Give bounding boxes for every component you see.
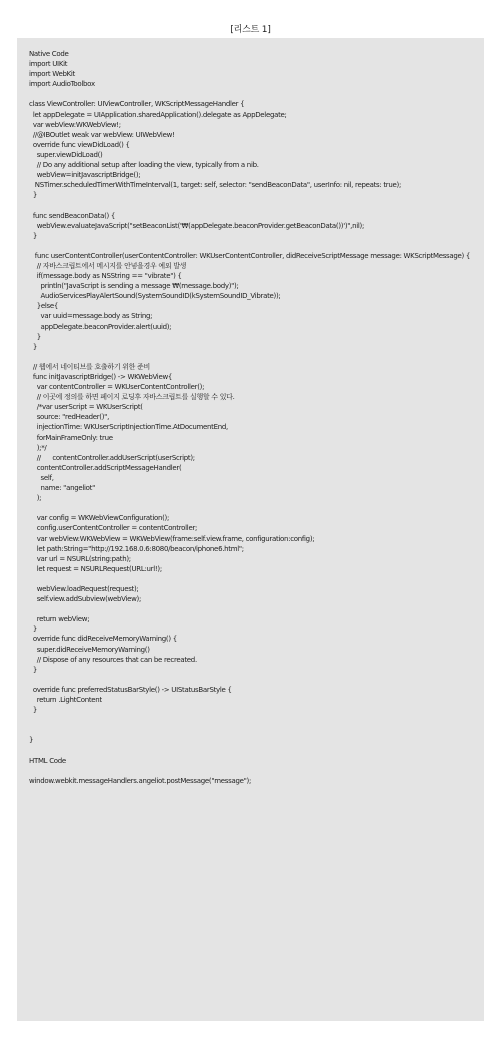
code-line: // 이곳에 정의를 하면 페이지 로딩후 자바스크립트를 실행할 수 있다. xyxy=(29,393,235,402)
code-line: webView=initJavascriptBridge(); xyxy=(29,171,141,180)
code-line: let request = NSURLRequest(URL:url!); xyxy=(29,564,162,573)
code-line: func userContentController(userContentController: WKUserContentController, didReceiveScriptMessage message: WKScriptMessage) { xyxy=(29,251,471,260)
code-line: import WebKit xyxy=(29,70,75,79)
code-panel xyxy=(17,38,484,1021)
code-line: webView.evaluateJavaScript("setBeaconList('₩(appDelegate.beaconProvider.getBeaconData())')",nil); xyxy=(29,221,365,230)
code-line: );*/ xyxy=(29,443,47,452)
code-line: self, xyxy=(29,473,54,482)
code-line: var webView:WKWebView!; xyxy=(29,120,121,129)
code-line xyxy=(29,352,472,362)
code-line: } xyxy=(29,625,38,634)
code-line: var uuid=message.body as String; xyxy=(29,312,153,321)
code-line xyxy=(29,766,472,776)
code-line: return .LightContent xyxy=(29,696,102,704)
code-line xyxy=(29,503,472,513)
code-line: if(message.body as NSString == "vibrate") { xyxy=(29,272,182,281)
code-line: webView.loadRequest(request); xyxy=(29,584,139,593)
code-line: contentController.addScriptMessageHandler( xyxy=(29,463,182,472)
code-line: return webView; xyxy=(29,615,90,624)
code-line xyxy=(29,675,472,685)
code-line: } xyxy=(29,332,41,341)
code-line xyxy=(29,745,472,755)
code-line: HTML Code xyxy=(29,756,66,765)
code-line: println("JavaScript is sending a message ₩(message.body)"); xyxy=(29,282,239,291)
code-line: // Do any additional setup after loading the view, typically from a nib. xyxy=(29,161,259,170)
code-line: } xyxy=(29,665,38,674)
code-line: }else{ xyxy=(29,302,59,311)
code-line: name: "angeliot" xyxy=(29,484,96,493)
listing-title: [리스트 1] xyxy=(230,25,271,35)
code-line: self.view.addSubview(webView); xyxy=(29,595,142,604)
code-line: /*var userScript = WKUserScript( xyxy=(29,403,143,412)
code-line: // contentController.addUserScript(userScript); xyxy=(29,453,195,462)
code-line: var contentController = WKUserContentController(); xyxy=(29,383,205,392)
code-line: override func didReceiveMemoryWarning() { xyxy=(29,635,177,644)
code-line: let path:String="http://192.168.0.6:8080/beacon/iphone6.html"; xyxy=(29,544,244,553)
code-line: source: "redHeader()", xyxy=(29,413,110,422)
code-line: import AudioToolbox xyxy=(29,80,95,89)
code-line xyxy=(29,241,472,251)
code-line: } xyxy=(29,342,38,351)
code-line: } xyxy=(29,706,38,715)
code-line: var url = NSURL(string:path); xyxy=(29,554,131,563)
code-line xyxy=(29,715,472,725)
code-line: let appDelegate = UIApplication.sharedApplication().delegate as AppDelegate; xyxy=(29,110,287,119)
code-line: ); xyxy=(29,494,42,503)
code-line: // Dispose of any resources that can be recreated. xyxy=(29,655,197,664)
code-line: NSTimer.scheduledTimerWithTimeInterval(1, target: self, selector: "sendBeaconData", userInfo: nil, repeats: true); xyxy=(29,181,402,190)
code-line xyxy=(29,604,472,614)
code-line: import UIKit xyxy=(29,60,68,69)
code-line: super.didReceiveMemoryWarning() xyxy=(29,645,150,654)
code-line xyxy=(29,89,472,99)
code-line xyxy=(29,725,472,735)
code-line: // 자바스크립트에서 메시지를 안넣을경우 예외 발생 xyxy=(29,261,187,270)
code-line: var config = WKWebViewConfiguration(); xyxy=(29,514,169,523)
code-line: forMainFrameOnly: true xyxy=(29,433,113,442)
code-line: Native Code xyxy=(29,50,69,58)
code-line: //@IBOutlet weak var webView: UIWebView! xyxy=(29,130,175,139)
code-line: class ViewController: UIViewController, WKScriptMessageHandler { xyxy=(29,100,245,109)
code-line: config.userContentController = contentController; xyxy=(29,524,198,533)
code-line xyxy=(29,574,472,584)
code-line: } xyxy=(29,191,38,200)
code-line: func sendBeaconData() { xyxy=(29,211,116,220)
code-line: appDelegate.beaconProvider.alert(uuid); xyxy=(29,322,172,331)
code-line: } xyxy=(29,231,38,240)
code-line: super.viewDidLoad() xyxy=(29,150,103,159)
code-line: override func preferredStatusBarStyle() -> UIStatusBarStyle { xyxy=(29,685,232,694)
code-line: // 웹에서 네이티브를 호출하기 위한 준비 xyxy=(29,362,150,371)
code-line: } xyxy=(29,736,34,745)
code-line xyxy=(29,200,472,210)
code-line: override func viewDidLoad() { xyxy=(29,140,130,149)
code-line: injectionTime: WKUserScriptInjectionTime.AtDocumentEnd, xyxy=(29,423,228,432)
code-line: func initJavascriptBridge() -> WKWebView{ xyxy=(29,373,173,381)
code-line: var webView:WKWebView = WKWebView(frame:self.view.frame, configuration:config); xyxy=(29,534,315,543)
code-line: AudioServicesPlayAlertSound(SystemSoundID(kSystemSoundID_Vibrate)); xyxy=(29,292,281,301)
code-line: window.webkit.messageHandlers.angeliot.postMessage("message"); xyxy=(29,776,252,785)
code-block xyxy=(29,49,472,786)
